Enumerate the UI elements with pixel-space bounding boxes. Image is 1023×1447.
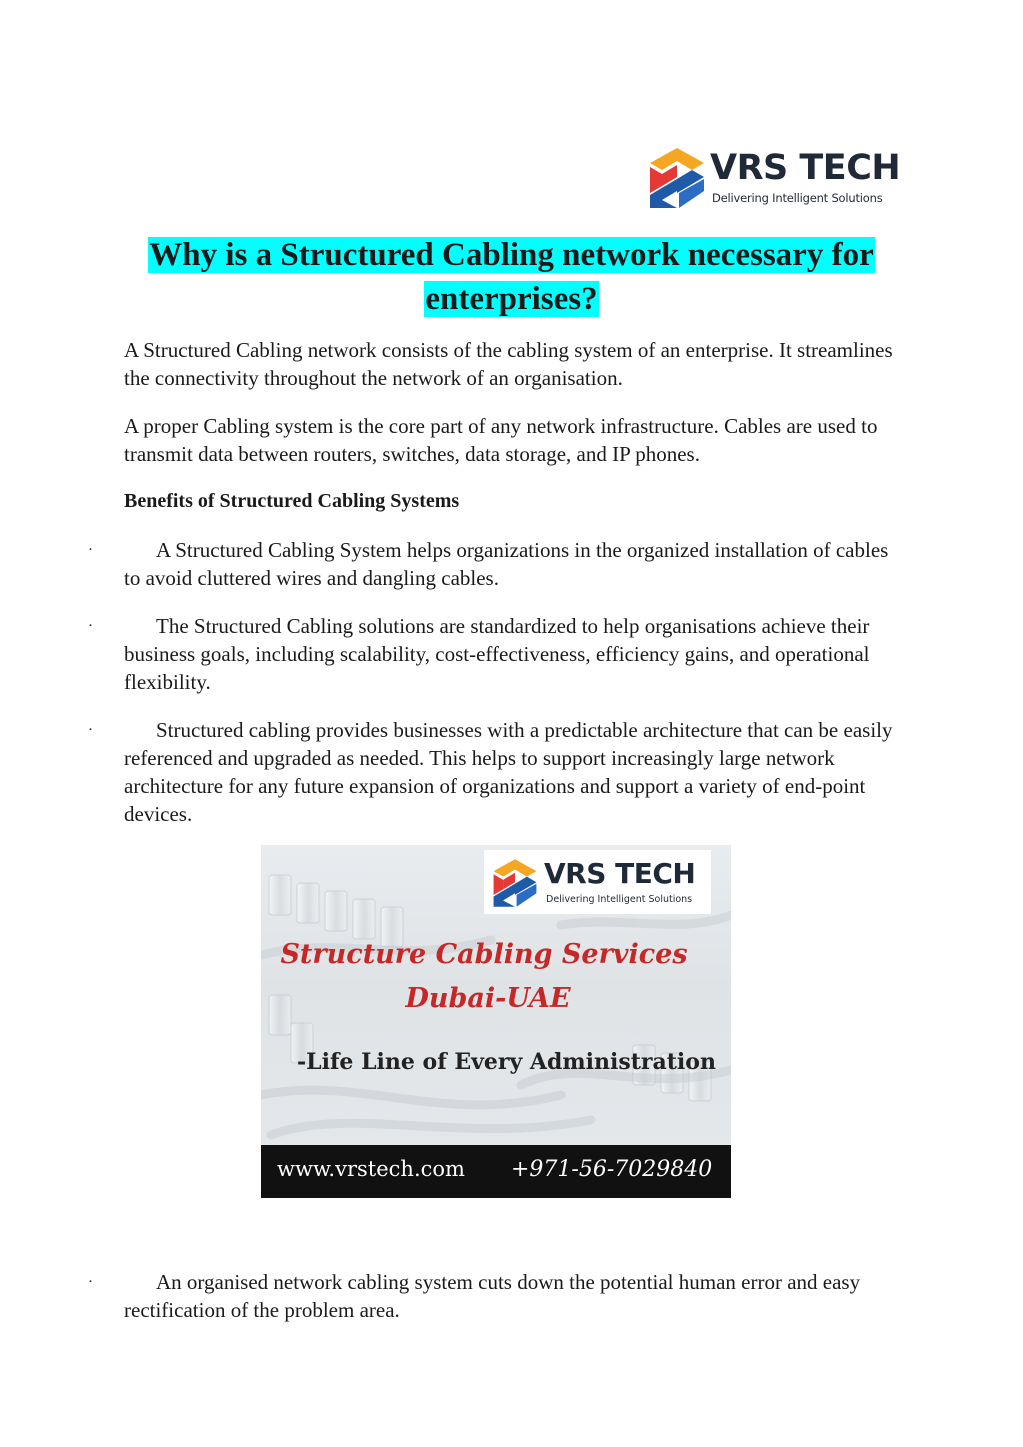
banner-website: www.vrstech.com: [277, 1157, 465, 1181]
banner-brand-name: VRS TECH: [544, 857, 696, 890]
logo-brand-name: VRS TECH: [710, 148, 901, 188]
list-item-text: Structured cabling provides businesses with a predictable architecture that can be easily referenced and upgraded as needed. This helps to support increasingly large network architecture for any future expansion of organizations and support a variety of end-point devices.: [124, 718, 893, 826]
banner-tagline: Delivering Intelligent Solutions: [546, 894, 693, 905]
logo-tagline: Delivering Intelligent Solutions: [712, 191, 883, 205]
page-title: [0, 233, 1023, 321]
list-item: [88, 612, 904, 696]
vrs-logo-mark-icon: [492, 857, 538, 909]
bullet-dot-icon: ·: [88, 1274, 93, 1290]
title-line-1: Why is a Structured Cabling network necessary for: [149, 237, 874, 273]
list-item: [88, 716, 904, 828]
banner-phone: +971-56-7029840: [511, 1157, 713, 1182]
list-item: [88, 1268, 904, 1324]
intro-paragraph: A proper Cabling system is the core part of any network infrastructure. Cables are used to transmit data between routers, switches, data storage, and IP phones.: [124, 414, 878, 466]
bullet-dot-icon: ·: [88, 618, 93, 634]
bullet-dot-icon: ·: [88, 722, 93, 738]
intro-paragraph: A Structured Cabling network consists of the cabling system of an enterprise. It streamlines the connectivity throughout the network of an organisation.: [124, 338, 893, 390]
banner-service-line-1: Structure Cabling Services: [280, 939, 688, 970]
vrs-logo-mark-icon: [648, 146, 706, 210]
banner-contact-bar: [261, 1145, 731, 1198]
structured-cabling-banner-image: [261, 845, 731, 1198]
banner-lifeline: -Life Line of Every Administration: [297, 1049, 716, 1075]
list-item-text: An organised network cabling system cuts down the potential human error and easy rectification of the problem area.: [124, 1270, 861, 1322]
benefits-heading: Benefits of Structured Cabling Systems: [124, 490, 460, 512]
list-item-text: A Structured Cabling System helps organizations in the organized installation of cables to avoid cluttered wires and dangling cables.: [124, 538, 889, 590]
banner-service-line-2: Dubai-UAE: [405, 983, 571, 1014]
banner-logo: [484, 850, 711, 914]
list-item-text: The Structured Cabling solutions are standardized to help organisations achieve their business goals, including scalability, cost-effectiveness, efficiency gains, and operational flexibility.: [124, 614, 870, 694]
bullet-dot-icon: ·: [88, 542, 93, 558]
company-logo: [648, 146, 901, 210]
title-line-2: enterprises?: [425, 281, 598, 317]
list-item: [88, 536, 904, 592]
